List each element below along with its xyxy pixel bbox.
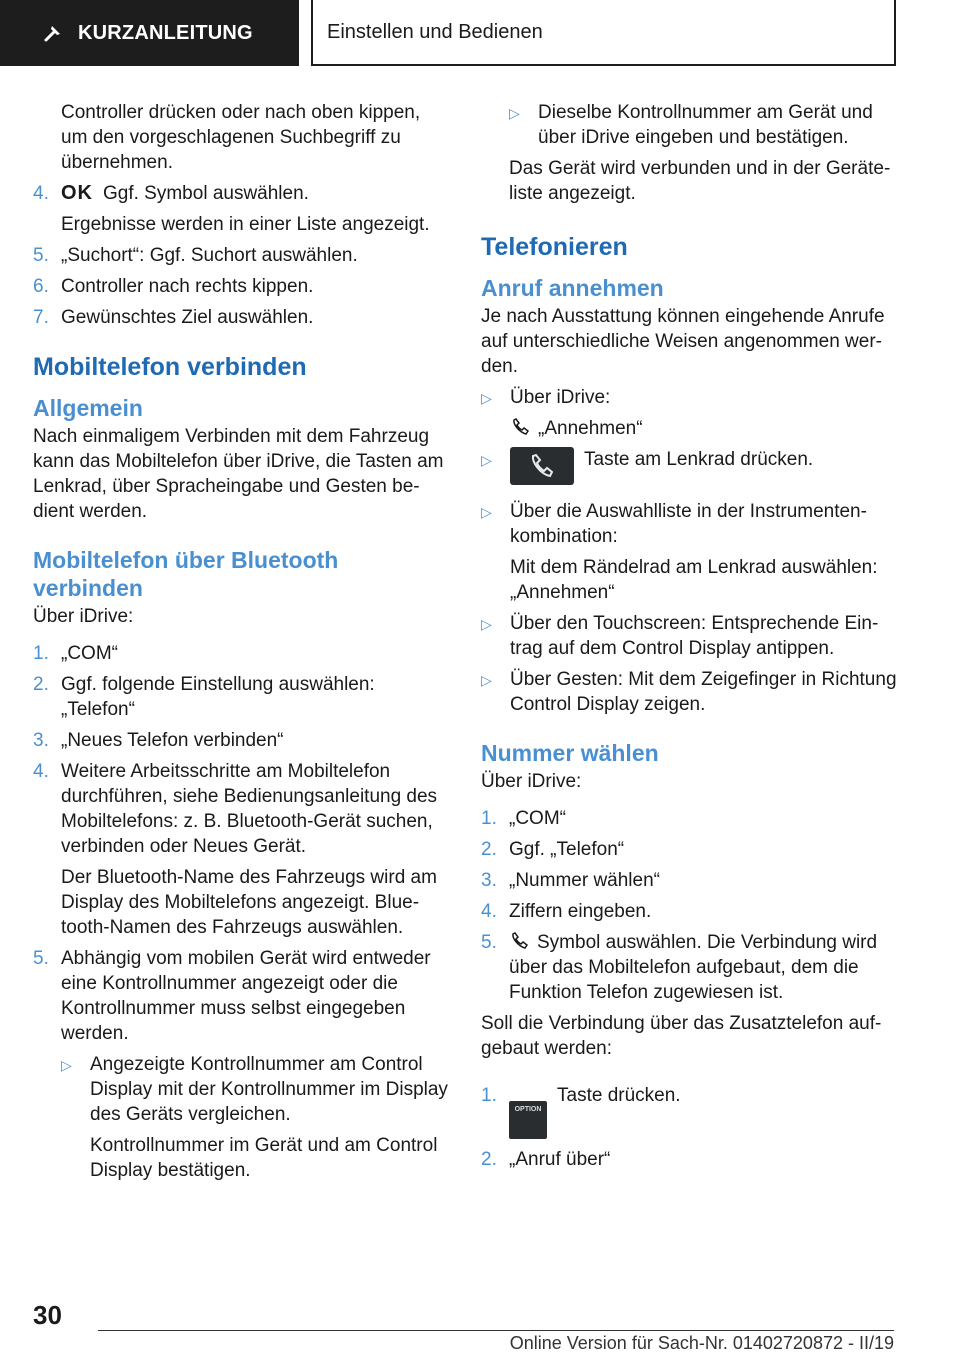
- bullet-text: Taste am Lenkrad drücken.: [584, 449, 814, 470]
- header-chapter: [311, 0, 896, 66]
- step-number: 3.: [33, 730, 49, 751]
- subsection-heading: Mobiltelefon über Bluetooth verbinden: [33, 547, 339, 601]
- via-idrive-text: Über iDrive:: [33, 606, 134, 627]
- step-text: Gewünschtes Ziel auswählen.: [61, 307, 314, 328]
- list-item: [481, 806, 901, 831]
- step-text: Ggf. „Telefon“: [509, 839, 625, 860]
- section-heading: Telefonieren: [481, 233, 628, 261]
- list-item: [33, 759, 451, 940]
- triangle-bullet-icon: ▷: [509, 105, 520, 121]
- step-number: 5.: [33, 245, 49, 266]
- bullet-text: Über iDrive:: [510, 387, 611, 408]
- subsection-heading: Allgemein: [33, 395, 143, 421]
- intro-text: Controller drücken oder nach oben kippen, um den vorgeschlagenen Suchbegriff zu übernehmen.: [61, 102, 421, 173]
- step-number: 2.: [481, 839, 497, 860]
- triangle-bullet-icon: ▷: [481, 504, 492, 520]
- list-item: [481, 1147, 901, 1172]
- step-text: „Nummer wählen“: [509, 870, 660, 891]
- list-item: [33, 641, 451, 666]
- step-number: 4.: [481, 901, 497, 922]
- subsection-heading: Nummer wählen: [481, 740, 659, 766]
- step-text: Ggf. Symbol auswählen.: [103, 183, 309, 204]
- step-number: 5.: [33, 948, 49, 969]
- step-number: 4.: [33, 761, 49, 782]
- bullet-text: Über Gesten: Mit dem Zeigefinger in Richtung Control Display zeigen.: [510, 669, 897, 715]
- bullet-item: [481, 385, 901, 441]
- via-idrive-text: Über iDrive:: [481, 771, 582, 792]
- list-item: [33, 243, 451, 268]
- step-number: 7.: [33, 307, 49, 328]
- step-text: „Suchort“: Ggf. Suchort auswählen.: [61, 245, 358, 266]
- bullet-item: [481, 447, 901, 485]
- steering-phone-button-icon: [510, 447, 574, 485]
- triangle-bullet-icon: ▷: [481, 390, 492, 406]
- step-subtext: Der Bluetooth-Name des Fahrzeugs wird am Display des Mobiltelefons angezeigt. Bluetooth-Namen des Fahrzeugs auswählen.: [61, 867, 437, 938]
- list-item: [33, 181, 451, 237]
- step-number: 2.: [33, 674, 49, 695]
- step-text: Symbol auswählen. Die Verbindung wird über das Mobiltelefon aufgebaut, dem die Funktion Telefon zugewiesen ist.: [509, 932, 878, 1003]
- extra-text: Soll die Verbindung über das Zusatztelefon aufgebaut werden:: [481, 1013, 882, 1059]
- step-text: Abhängig vom mobilen Gerät wird entweder eine Kontrollnummer angezeigt oder die Kontrollnummer muss selbst eingegeben werden.: [61, 948, 431, 1044]
- step-subtext: Ergebnisse werden in einer Liste angezeigt.: [61, 214, 430, 235]
- step-number: 5.: [481, 932, 497, 953]
- header-chapter-title: Einstellen und Bedienen: [327, 20, 543, 43]
- list-item: [33, 274, 451, 299]
- step-number: 6.: [33, 276, 49, 297]
- bullet-item: [481, 499, 901, 605]
- step-number: 1.: [33, 643, 49, 664]
- step-text: „COM“: [509, 808, 566, 829]
- step-text: Taste drücken.: [557, 1085, 681, 1106]
- list-item: [33, 946, 451, 1189]
- step-text: „COM“: [61, 643, 118, 664]
- bullet-subtext: Mit dem Rändelrad am Lenkrad auswählen: „Annehmen“: [510, 557, 878, 603]
- right-column: [481, 100, 901, 1178]
- bullet-item: [481, 100, 901, 150]
- step-text: Ziffern eingeben.: [509, 901, 652, 922]
- step-number: 4.: [33, 183, 49, 204]
- bullet-text: Über den Touchscreen: Entsprechende Eintrag auf dem Control Display antippen.: [510, 613, 879, 659]
- bullet-subtext: Kontrollnummer im Gerät und am Control Display bestätigen.: [90, 1135, 438, 1181]
- step-text: Weitere Arbeitsschritte am Mobiltelefon durchführen, siehe Bedienungsanleitung des Mobiltelefons: z. B. Bluetooth-Gerät suchen, verbinden oder Neues Gerät.: [61, 761, 438, 857]
- step-number: 1.: [481, 1085, 497, 1106]
- list-item: [481, 930, 901, 1005]
- page-number: 30: [33, 1300, 62, 1330]
- answer-intro: Je nach Ausstattung können eingehende Anrufe auf unterschiedliche Weisen angenommen werden.: [481, 306, 885, 377]
- triangle-bullet-icon: ▷: [481, 616, 492, 632]
- step-text: „Neues Telefon verbinden“: [61, 730, 284, 751]
- step-number: 3.: [481, 870, 497, 891]
- list-item: [481, 837, 901, 862]
- general-text: Nach einmaligem Verbinden mit dem Fahrzeug kann das Mobiltelefon über iDrive, die Tasten am Lenkrad, über Spracheingabe und Gesten bedient werden.: [33, 426, 444, 522]
- step-text: Ggf. folgende Einstellung auswählen: „Telefon“: [61, 674, 375, 720]
- footer-text: Online Version für Sach-Nr. 01402720872 - II/19: [509, 1333, 894, 1353]
- list-item: [481, 899, 901, 924]
- connected-text: Das Gerät wird verbunden und in der Geräteliste angezeigt.: [509, 158, 891, 204]
- bullet-item: [481, 667, 901, 717]
- list-item: [33, 728, 451, 753]
- list-item: [481, 1075, 901, 1139]
- phone-icon: [510, 417, 532, 437]
- header-section-tab: [0, 0, 299, 66]
- subsection-heading: Anruf annehmen: [481, 275, 664, 301]
- triangle-bullet-icon: ▷: [61, 1057, 72, 1073]
- phone-icon: [509, 931, 531, 951]
- bullet-subtext: „Annehmen“: [538, 418, 643, 439]
- triangle-bullet-icon: ▷: [481, 672, 492, 688]
- section-heading: Mobiltelefon verbinden: [33, 353, 307, 381]
- header-section-title: KURZANLEITUNG: [78, 21, 253, 44]
- bullet-item: [61, 1052, 451, 1183]
- list-item: [33, 305, 451, 330]
- bullet-item: [481, 611, 901, 661]
- ok-icon: OK: [61, 182, 93, 204]
- step-text: „Anruf über“: [509, 1149, 611, 1170]
- wrench-icon: [42, 22, 64, 44]
- list-item: [33, 672, 451, 722]
- bullet-text: Über die Auswahlliste in der Instrumentenkombination:: [510, 501, 867, 547]
- option-button-icon: OPTION: [509, 1101, 547, 1139]
- step-number: 1.: [481, 808, 497, 829]
- bullet-text: Angezeigte Kontrollnummer am Control Display mit der Kontrollnummer im Display des Geräts vergleichen.: [90, 1054, 448, 1125]
- step-number: 2.: [481, 1149, 497, 1170]
- bullet-text: Dieselbe Kontrollnummer am Gerät und über iDrive eingeben und bestätigen.: [538, 102, 873, 148]
- step-text: Controller nach rechts kippen.: [61, 276, 314, 297]
- left-column: [33, 100, 451, 1195]
- triangle-bullet-icon: ▷: [481, 452, 492, 468]
- list-item: [481, 868, 901, 893]
